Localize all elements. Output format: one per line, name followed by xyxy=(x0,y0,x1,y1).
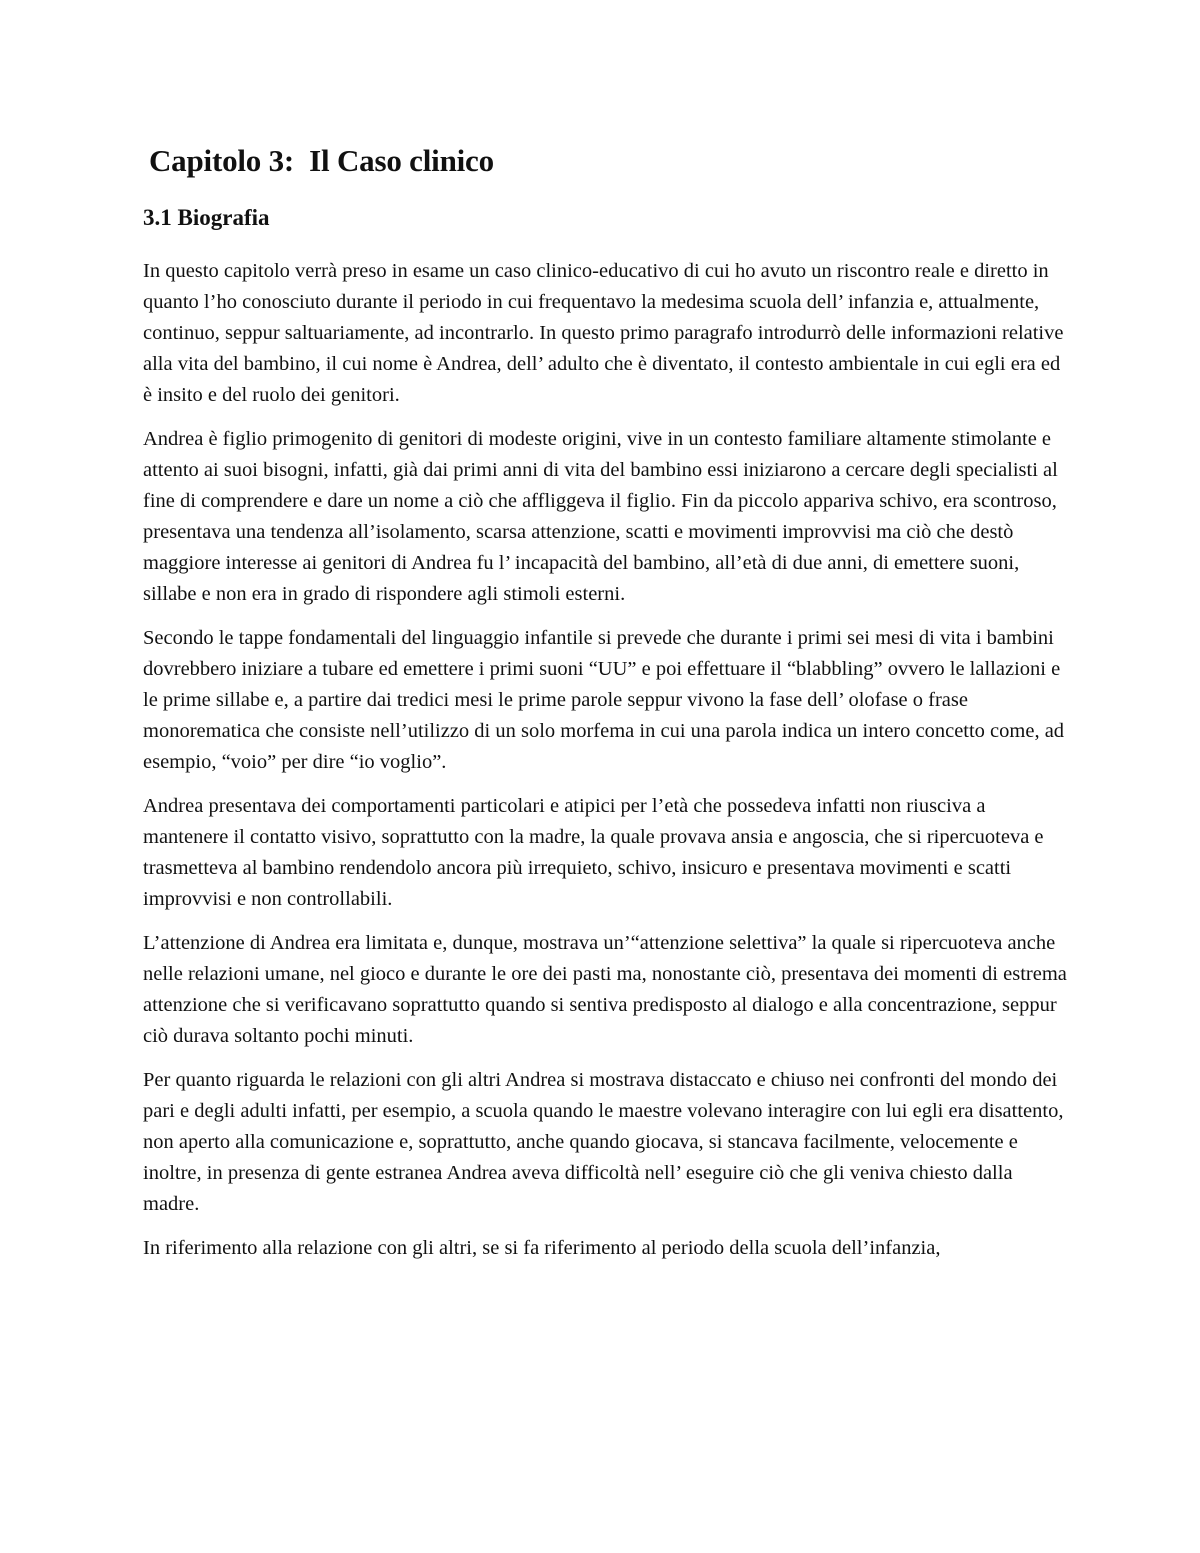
document-body xyxy=(143,138,1068,1264)
chapter-title: Capitolo 3: Il Caso clinico xyxy=(149,143,494,178)
paragraph-6: Per quanto riguarda le relazioni con gli altri Andrea si mostrava distaccato e chiuso nei confronti del mondo dei pari e degli adulti infatti, per esempio, a scuola quando le maestre volevano interagire con lui egli era disattento, non aperto alla comunicazione e, soprattutto, anche quando giocava, si stancava facilmente, velocemente e inoltre, in presenza di gente estranea Andrea aveva difficoltà nell’ eseguire ciò che gli veniva chiesto dalla madre. xyxy=(143,1069,1064,1215)
section-title: 3.1 Biografia xyxy=(143,205,270,230)
paragraph-7: In riferimento alla relazione con gli altri, se si fa riferimento al periodo della scuola dell’infanzia, xyxy=(143,1237,941,1259)
paragraph-4: Andrea presentava dei comportamenti particolari e atipici per l’età che possedeva infatti non riusciva a mantenere il contatto visivo, soprattutto con la madre, la quale provava ansia e angoscia, che si ripercuoteva e trasmetteva al bambino rendendolo ancora più irrequieto, schivo, insicuro e presentava movimenti e scatti improvvisi e non controllabili. xyxy=(143,795,1044,910)
paragraph-5: L’attenzione di Andrea era limitata e, dunque, mostrava un’“attenzione selettiva” la quale si ripercuoteva anche nelle relazioni umane, nel gioco e durante le ore dei pasti ma, nonostante ciò, presentava dei momenti di estrema attenzione che si verificavano soprattutto quando si sentiva predisposto al dialogo e alla concentrazione, seppur ciò durava soltanto pochi minuti. xyxy=(143,932,1067,1047)
paragraph-2: Andrea è figlio primogenito di genitori di modeste origini, vive in un contesto familiare altamente stimolante e attento ai suoi bisogni, infatti, già dai primi anni di vita del bambino essi iniziarono a cercare degli specialisti al fine di comprendere e dare un nome a ciò che affliggeva il figlio. Fin da piccolo appariva schivo, era scontroso, presentava una tendenza all’isolamento, scarsa attenzione, scatti e movimenti improvvisi ma ciò che destò maggiore interesse ai genitori di Andrea fu l’ incapacità del bambino, all’età di due anni, di emettere suoni, sillabe e non era in grado di rispondere agli stimoli esterni. xyxy=(143,428,1058,605)
paragraph-3: Secondo le tappe fondamentali del linguaggio infantile si prevede che durante i primi sei mesi di vita i bambini dovrebbero iniziare a tubare ed emettere i primi suoni “UU” e poi effettuare il “blabbling” ovvero le lallazioni e le prime sillabe e, a partire dai tredici mesi le prime parole seppur vivono la fase dell’ olofase o frase monorematica che consiste nell’utilizzo di un solo morfema in cui una parola indica un intero concetto come, ad esempio, “voio” per dire “io voglio”. xyxy=(143,627,1065,773)
paragraph-1: In questo capitolo verrà preso in esame un caso clinico-educativo di cui ho avuto un riscontro reale e diretto in quanto l’ho conosciuto durante il periodo in cui frequentavo la medesima scuola dell’ infanzia e, attualmente, continuo, seppur saltuariamente, ad incontrarlo. In questo primo paragrafo introdurrò delle informazioni relative alla vita del bambino, il cui nome è Andrea, dell’ adulto che è diventato, il contesto ambientale in cui egli era ed è insito e del ruolo dei genitori. xyxy=(143,260,1064,406)
